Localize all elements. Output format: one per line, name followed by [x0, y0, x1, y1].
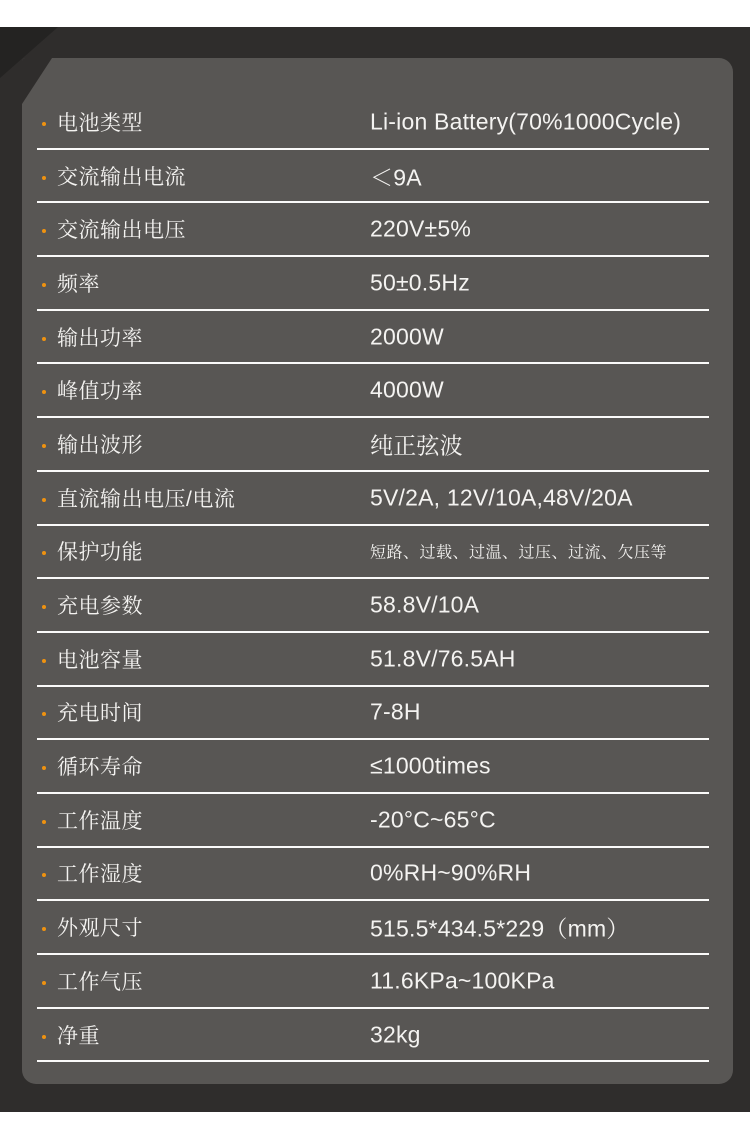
spec-row [37, 257, 709, 311]
bullet-dot-icon [42, 873, 46, 877]
spec-label: 输出波形 [57, 433, 143, 457]
bullet-dot-icon [42, 766, 46, 770]
spec-label: 工作气压 [57, 970, 143, 994]
spec-value: 5V/2A, 12V/10A,48V/20A [370, 484, 633, 511]
spec-label: 充电时间 [57, 702, 143, 726]
bullet-dot-icon [42, 229, 46, 233]
spec-value: ＜9A [370, 164, 422, 191]
bullet-dot-icon [42, 605, 46, 609]
spec-row [37, 526, 709, 580]
spec-value: 0%RH~90%RH [370, 859, 532, 886]
spec-value: 220V±5% [370, 215, 471, 242]
spec-label: 交流输出电压 [57, 219, 186, 243]
spec-value: Li-ion Battery(70%1000Cycle) [370, 108, 682, 135]
spec-card [22, 58, 733, 1084]
bullet-dot-icon [42, 927, 46, 931]
spec-row [37, 740, 709, 794]
spec-value: 515.5*434.5*229（mm） [370, 915, 630, 942]
spec-label: 直流输出电压/电流 [57, 487, 236, 511]
bullet-dot-icon [42, 981, 46, 985]
spec-row [37, 96, 709, 150]
spec-row [37, 472, 709, 526]
spec-label: 输出功率 [57, 326, 143, 350]
spec-value: 58.8V/10A [370, 591, 480, 618]
spec-label: 工作温度 [57, 809, 143, 833]
spec-row [37, 1009, 709, 1063]
spec-value: 51.8V/76.5AH [370, 645, 516, 672]
spec-value: ≤1000times [370, 752, 491, 779]
spec-label: 保护功能 [57, 541, 143, 565]
bullet-dot-icon [42, 390, 46, 394]
spec-label: 电池类型 [57, 111, 143, 135]
spec-section-background [0, 27, 750, 1112]
bullet-dot-icon [42, 820, 46, 824]
bullet-dot-icon [42, 444, 46, 448]
spec-row [37, 633, 709, 687]
spec-label: 交流输出电流 [57, 165, 186, 189]
spec-value: -20°C~65°C [370, 806, 496, 833]
spec-row [37, 579, 709, 633]
spec-row [37, 364, 709, 418]
bullet-dot-icon [42, 176, 46, 180]
spec-value: 50±0.5Hz [370, 269, 470, 296]
bullet-dot-icon [42, 551, 46, 555]
bullet-dot-icon [42, 1035, 46, 1039]
bullet-dot-icon [42, 712, 46, 716]
spec-value: 短路、过载、过温、过压、过流、欠压等 [370, 544, 668, 562]
spec-value: 4000W [370, 376, 444, 403]
spec-label: 外观尺寸 [57, 917, 143, 941]
spec-label: 循环寿命 [57, 756, 143, 780]
spec-label: 工作湿度 [57, 863, 143, 887]
spec-value: 32kg [370, 1021, 421, 1048]
spec-row [37, 418, 709, 472]
spec-value: 纯正弦波 [370, 432, 463, 459]
spec-row [37, 203, 709, 257]
bullet-dot-icon [42, 659, 46, 663]
spec-row [37, 955, 709, 1009]
bullet-dot-icon [42, 498, 46, 502]
spec-row [37, 794, 709, 848]
spec-label: 净重 [57, 1024, 100, 1048]
spec-label: 电池容量 [57, 648, 143, 672]
bullet-dot-icon [42, 337, 46, 341]
spec-label: 充电参数 [57, 595, 143, 619]
spec-table [37, 96, 709, 1062]
spec-label: 频率 [57, 272, 100, 296]
spec-row [37, 848, 709, 902]
bullet-dot-icon [42, 283, 46, 287]
spec-row [37, 311, 709, 365]
bullet-dot-icon [42, 122, 46, 126]
spec-value: 11.6KPa~100KPa [370, 967, 555, 994]
spec-row [37, 901, 709, 955]
spec-row [37, 687, 709, 741]
spec-row [37, 150, 709, 204]
spec-value: 2000W [370, 323, 444, 350]
spec-value: 7-8H [370, 698, 421, 725]
spec-label: 峰值功率 [57, 380, 143, 404]
